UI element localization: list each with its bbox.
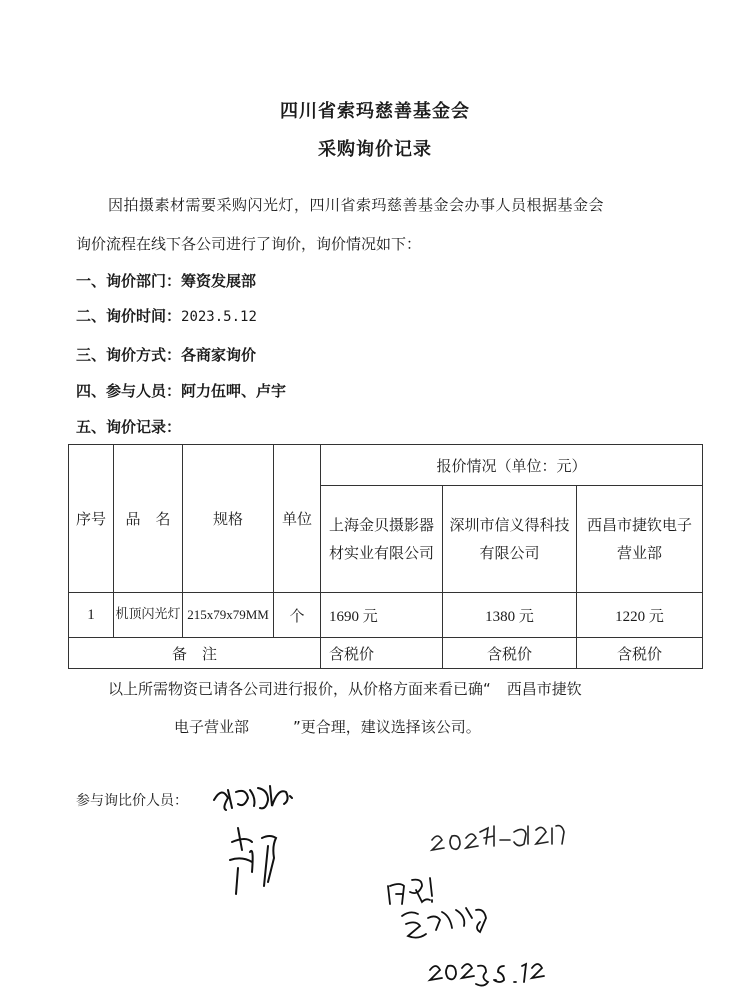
cell-spec: 215x79x79MM (183, 593, 274, 638)
header-name: 品 名 (114, 445, 183, 593)
item-label: 三、询价方式： (76, 346, 182, 364)
document-title: 四川省索玛慈善基金会 (280, 101, 470, 122)
header-company-1: 上海金贝摄影器材实业有限公司 (321, 486, 443, 593)
item-value: 各商家询价 (181, 346, 257, 364)
item-value: 阿力伍呷、卢宇 (181, 382, 287, 400)
header-unit: 单位 (274, 445, 321, 593)
intro-line-1: 因拍摄素材需要采购闪光灯，四川省索玛慈善基金会办事人员根据基金会 (108, 196, 605, 214)
cell-name: 机顶闪光灯 (114, 593, 183, 638)
handwritten-date-icon (432, 826, 564, 850)
inquiry-record-table (68, 444, 703, 669)
cell-price-2: 1380 元 (443, 593, 577, 638)
item-method (76, 344, 256, 365)
conclusion-text: 以上所需物资已请各公司进行报价，从价格方面来看已确“ (108, 680, 491, 698)
header-company-2: 深圳市信义得科技有限公司 (443, 486, 577, 593)
signature-luyu-icon (230, 828, 276, 894)
header-seq: 序号 (69, 445, 114, 593)
cell-unit: 个 (274, 593, 321, 638)
signature-alili-icon (214, 786, 292, 810)
item-value: 2023.5.12 (181, 309, 257, 325)
approval-note-icon (388, 878, 544, 986)
header-price: 报价情况（单位：元） (321, 445, 703, 486)
document-subtitle: 采购询价记录 (318, 139, 432, 160)
intro-line-2: 询价流程在线下各公司进行了询价，询价情况如下： (76, 235, 422, 253)
table-row (69, 593, 703, 638)
item-label: 二、询价时间： (76, 307, 182, 325)
cell-note-1: 含税价 (321, 638, 443, 669)
cell-seq: 1 (69, 593, 114, 638)
item-label: 一、询价部门： (76, 272, 182, 290)
item-value: 筹资发展部 (181, 272, 257, 290)
item-department (76, 270, 256, 291)
cell-price-1: 1690 元 (321, 593, 443, 638)
cell-price-3: 1220 元 (577, 593, 703, 638)
header-company-3: 西昌市捷钦电子营业部 (577, 486, 703, 593)
selected-company-part-1: 西昌市捷钦 (506, 680, 582, 698)
item-label: 四、参与人员： (76, 382, 182, 400)
item-record (76, 416, 181, 437)
cell-note-3: 含税价 (577, 638, 703, 669)
cell-note-2: 含税价 (443, 638, 577, 669)
header-spec: 规格 (183, 445, 274, 593)
conclusion-line-2 (174, 716, 481, 737)
participants-label: 参与询比价人员： (76, 793, 188, 809)
selected-company-part-2: 电子营业部 (174, 718, 250, 736)
item-time (76, 305, 257, 326)
conclusion-text: ”更合理，建议选择该公司。 (293, 718, 481, 736)
conclusion-line-1 (108, 678, 582, 699)
item-participants (76, 380, 286, 401)
cell-note-label: 备 注 (69, 638, 321, 669)
table-note-row (69, 638, 703, 669)
item-label: 五、询价记录： (76, 418, 182, 436)
